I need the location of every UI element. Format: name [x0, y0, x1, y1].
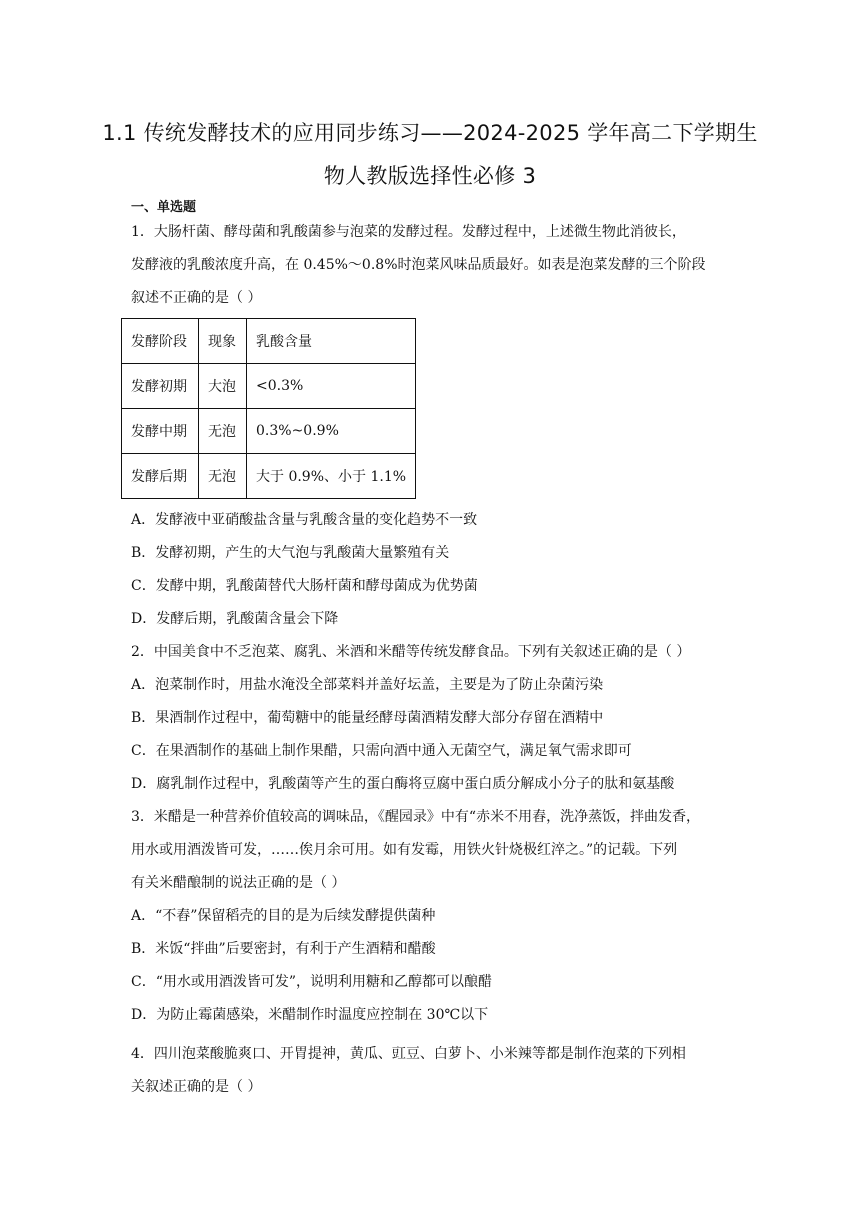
- table-cell: 大泡: [199, 364, 247, 409]
- table-row: [122, 364, 416, 409]
- document-title-line2: 物人教版选择性必修 3: [323, 164, 537, 188]
- q4-stem-line2: 关叙述正确的是（ ）: [131, 1079, 262, 1095]
- table-cell: <0.3%: [247, 364, 416, 409]
- q3-option-d: D．为防止霉菌感染，米醋制作时温度应控制在 30℃以下: [131, 1007, 489, 1023]
- q1-stem-line1: 1．大肠杆菌、酵母菌和乳酸菌参与泡菜的发酵过程。发酵过程中，上述微生物此消彼长，: [131, 224, 686, 240]
- table-header-cell: 发酵阶段: [122, 319, 199, 364]
- q1-option-c: C．发酵中期，乳酸菌替代大肠杆菌和酵母菌成为优势菌: [131, 578, 478, 594]
- table-cell: 大于 0.9%、小于 1.1%: [247, 454, 416, 499]
- q3-stem-line3: 有关米醋酿制的说法正确的是（ ）: [131, 875, 346, 891]
- q2-option-a: A．泡菜制作时，用盐水淹没全部菜料并盖好坛盖，主要是为了防止杂菌污染: [131, 677, 604, 693]
- document-title-line1: 1.1 传统发酵技术的应用同步练习——2024-2025 学年高二下学期生: [102, 121, 758, 145]
- section-heading: 一、单选题: [131, 200, 197, 215]
- q3-stem-line1: 3．米醋是一种营养价值较高的调味品，《醒园录》中有“赤米不用舂，洗净蒸饭，拌曲发香，: [131, 809, 701, 825]
- q1-option-d: D．发酵后期，乳酸菌含量会下降: [131, 611, 339, 627]
- table-cell: 发酵中期: [122, 409, 199, 454]
- table-row: [122, 454, 416, 499]
- q3-stem-line2: 用水或用酒泼皆可发，……俟月余可用。如有发霉，用铁火针烧极红淬之。”的记载。下列: [131, 842, 678, 858]
- table-header-cell: 现象: [199, 319, 247, 364]
- q3-option-b: B．米饭“拌曲”后要密封，有利于产生酒精和醋酸: [131, 941, 436, 957]
- q2-option-c: C．在果酒制作的基础上制作果醋，只需向酒中通入无菌空气，满足氧气需求即可: [131, 743, 632, 759]
- q1-option-a: A．发酵液中亚硝酸盐含量与乳酸含量的变化趋势不一致: [131, 512, 478, 528]
- q4-stem-line1: 4．四川泡菜酸脆爽口、开胃提神，黄瓜、豇豆、白萝卜、小米辣等都是制作泡菜的下列相: [131, 1046, 686, 1062]
- q2-option-d: D．腐乳制作过程中，乳酸菌等产生的蛋白酶将豆腐中蛋白质分解成小分子的肽和氨基酸: [131, 776, 675, 792]
- q2-stem-line1: 2．中国美食中不乏泡菜、腐乳、米酒和米醋等传统发酵食品。下列有关叙述正确的是（ ）: [131, 644, 691, 660]
- fermentation-table: [121, 318, 416, 499]
- q1-stem-line3: 叙述不正确的是（ ）: [131, 290, 262, 306]
- table-cell: 发酵初期: [122, 364, 199, 409]
- table-header-row: [122, 319, 416, 364]
- table-row: [122, 409, 416, 454]
- table-cell: 无泡: [199, 409, 247, 454]
- table-header-cell: 乳酸含量: [247, 319, 416, 364]
- table-cell: 发酵后期: [122, 454, 199, 499]
- table-cell: 0.3%~0.9%: [247, 409, 416, 454]
- q1-option-b: B．发酵初期，产生的大气泡与乳酸菌大量繁殖有关: [131, 545, 450, 561]
- table-cell: 无泡: [199, 454, 247, 499]
- q2-option-b: B．果酒制作过程中，葡萄糖中的能量经酵母菌酒精发酵大部分存留在酒精中: [131, 710, 604, 726]
- q3-option-c: C．“用水或用酒泼皆可发”，说明利用糖和乙醇都可以酿醋: [131, 974, 493, 990]
- q3-option-a: A．“不舂”保留稻壳的目的是为后续发酵提供菌种: [131, 908, 436, 924]
- q1-stem-line2: 发酵液的乳酸浓度升高，在 0.45%～0.8%时泡菜风味品质最好。如表是泡菜发酵的三个阶段: [131, 257, 706, 273]
